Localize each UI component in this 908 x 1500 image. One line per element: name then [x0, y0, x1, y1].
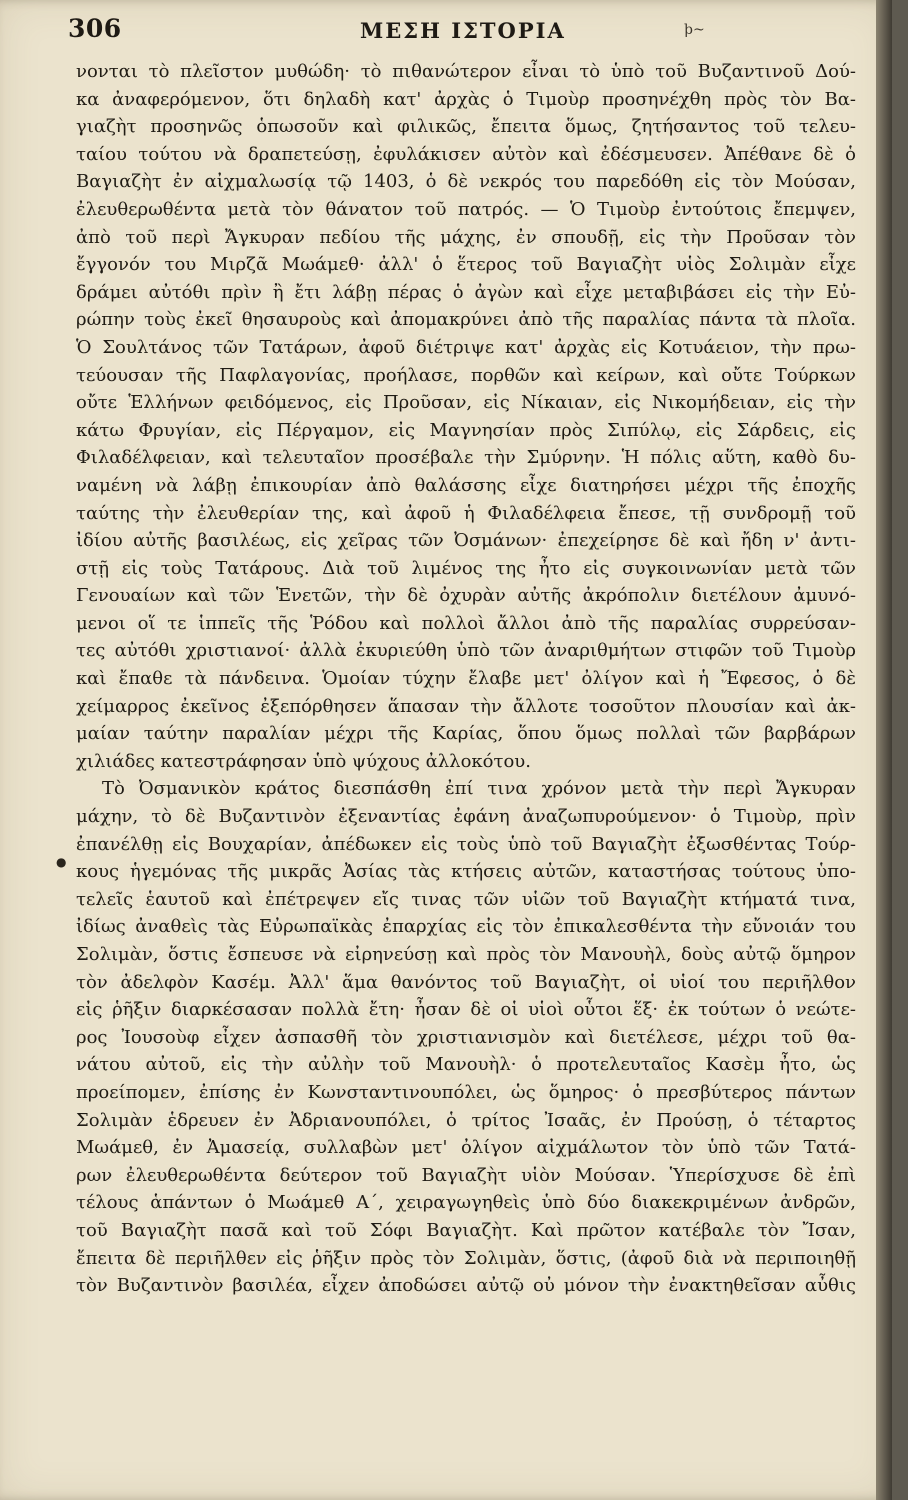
- text-line: Σολιμὰν, ὅστις ἔσπευσε νὰ εἰρηνεύσῃ καὶ πρὸς τὸν Μανουὴλ, δοὺς αὐτῷ ὅμηρον: [76, 944, 856, 965]
- text-line: ρων ἐλευθερωθέντα δεύτερον τοῦ Βαγιαζὴτ υἱὸν Μούσαν. Ὑπερίσχυσε δὲ ἐπὶ: [76, 1164, 856, 1186]
- text-line: τὸν ἀδελφὸν Κασέμ. Ἀλλ' ἅμα θανόντος τοῦ Βαγιαζὴτ, οἱ υἱοί του περιῆλθον: [76, 971, 856, 993]
- text-line: καὶ ἔπαθε τὰ πάνδεινα. Ὁμοίαν τύχην ἔλαβε μετ' ὀλίγον καὶ ἡ Ἔφεσος, ὁ δὲ: [76, 668, 856, 690]
- text-line: τέλους ἁπάντων ὁ Μωάμεθ Α΄, χειραγωγηθεὶς ὑπὸ δύο διακεκριμένων ἀνδρῶν,: [76, 1192, 856, 1214]
- text-line: ρος Ἰουσοὺφ εἶχεν ἀσπασθῆ τὸν χριστιανισμὸν καὶ διετέλεσε, μέχρι τοῦ θα-: [76, 1026, 856, 1048]
- text-line: χείμαρρος ἐκεῖνος ἐξεπόρθησεν ἅπασαν τὴν ἄλλοτε τοσοῦτον πλουσίαν καὶ ἀκ-: [76, 695, 856, 717]
- text-line: Σολιμὰν ἑδρευεν ἐν Ἀδριανουπόλει, ὁ τρίτος Ἰσαᾶς, ἐν Προύσῃ, ὁ τέταρτος: [76, 1109, 856, 1131]
- text-line: νονται τὸ πλεῖστον μυθώδη· τὸ πιθανώτερον εἶναι τὸ ὑπὸ τοῦ Βυζαντινοῦ Δού-: [76, 61, 856, 82]
- text-line: προείπομεν, ἐπίσης ἐν Κωνσταντινουπόλει, ὡς ὅμηρος· ὁ πρεσβύτερος πάντων: [76, 1081, 856, 1103]
- page-edge-shadow: [876, 0, 892, 1500]
- body-text: [76, 58, 856, 1300]
- text-line: κους ἡγεμόνας τῆς μικρᾶς Ἀσίας τὰς κτήσεις αὐτῶν, καταστήσας τούτους ὑπο-: [76, 861, 856, 883]
- text-line: δράμει αὐτόθι πρὶν ἢ ἔτι λάβῃ πέρας ὁ ἀγὼν καὶ εἶχε μεταβιβάσει εἰς τὴν Εὐ-: [76, 281, 856, 303]
- text-line: εἰς ῥῆξιν διαρκέσασαν πολλὰ ἔτη· ἦσαν δὲ οἱ υἱοὶ οὗτοι ἕξ· ἐκ τούτων ὁ νεώτε-: [76, 999, 856, 1021]
- text-line: στῇ εἰς τοὺς Τατάρους. Διὰ τοῦ λιμένος της ἦτο εἰς συγκοινωνίαν μετὰ τῶν: [76, 557, 856, 579]
- text-line: ἀπὸ τοῦ περὶ Ἄγκυραν πεδίου τῆς μάχης, ἐν σπουδῇ, εἰς τὴν Προῦσαν τὸν: [76, 226, 856, 248]
- text-line: ρώπην τοὺς ἐκεῖ θησαυροὺς καὶ ἀπομακρύνει ἀπὸ τῆς παραλίας πάντα τὰ πλοῖα.: [76, 309, 856, 331]
- text-line: μάχην, τὸ δὲ Βυζαντινὸν ἐξεναντίας ἐφάνη ἀναζωπυρούμενον· ὁ Τιμοὺρ, πρὶν: [76, 806, 856, 828]
- text-line: ἔπειτα δὲ περιῆλθεν εἰς ῥῆξιν πρὸς τὸν Σολιμὰν, ὅστις, (ἀφοῦ διὰ νὰ περιποιηθῇ: [76, 1247, 856, 1269]
- page-header: [68, 14, 868, 48]
- text-line: Ὁ Σουλτάνος τῶν Τατάρων, ἀφοῦ διέτριψε κατ' ἀρχὰς εἰς Κοτυάειον, τὴν πρω-: [76, 336, 856, 358]
- text-line: Βαγιαζὴτ ἐν αἰχμαλωσίᾳ τῷ 1403, ὁ δὲ νεκρός του παρεδόθη εἰς τὸν Μούσαν,: [76, 171, 856, 193]
- text-line: τεύουσαν τῆς Παφλαγονίας, προήλασε, πορθῶν καὶ κείρων, καὶ οὔτε Τούρκων: [76, 364, 856, 386]
- paragraph-start-line: Τὸ Ὀσμανικὸν κράτος διεσπάσθη ἐπί τινα χρόνον μετὰ τὴν περὶ Ἄγκυραν: [102, 778, 856, 800]
- text-line: νάτου αὐτοῦ, εἰς τὴν αὐλὴν τοῦ Μανουὴλ· ὁ προτελευταῖος Κασὲμ ἦτο, ὡς: [76, 1054, 856, 1076]
- running-title: ΜΕΣΗ ΙΣΤΟΡΙΑ: [360, 18, 566, 43]
- text-line: τὸν Βυζαντινὸν βασιλέα, εἶχεν ἀποδώσει αὐτῷ οὐ μόνον τὴν ἐνακτηθεῖσαν αὖθις: [76, 1275, 856, 1297]
- page-number: 306: [68, 14, 122, 43]
- text-line: μενοι οἵ τε ἱππεῖς τῆς Ῥόδου καὶ πολλοὶ ἄλλοι ἀπὸ τῆς παραλίας συρρεύσαν-: [76, 612, 856, 634]
- text-line: κα ἀναφερόμενον, ὅτι δηλαδὴ κατ' ἀρχὰς ὁ Τιμοὺρ προσηνέχθη πρὸς τὸν Βα-: [76, 88, 856, 110]
- ink-mark: ϸ~: [684, 22, 705, 38]
- text-line: γιαζὴτ προσηνῶς ὁπωσοῦν καὶ φιλικῶς, ἔπειτα ὅμως, ζητήσαντος τοῦ τελευ-: [76, 116, 856, 138]
- paragraph-end-line: χιλιάδες κατεστράφησαν ὑπὸ ψύχους ἀλλοκότου.: [76, 750, 531, 772]
- text-line: Μωάμεθ, ἐν Ἀμασείᾳ, συλλαβὼν μετ' ὀλίγον αἰχμάλωτον τὸν ὑπὸ τῶν Τατά-: [76, 1137, 856, 1159]
- text-line: ἐπανέλθῃ εἰς Βουχαρίαν, ἀπέδωκεν εἰς τοὺς ὑπὸ τοῦ Βαγιαζὴτ ἐξωσθέντας Τούρ-: [76, 833, 856, 855]
- text-line: τοῦ Βαγιαζὴτ πασᾶ καὶ τοῦ Σόφι Βαγιαζὴτ. Καὶ πρῶτον κατέβαλε τὸν Ἴσαν,: [76, 1219, 856, 1241]
- text-line: ἔγγονόν του Μιρζᾶ Μωάμεθ· ἀλλ' ὁ ἕτερος τοῦ Βαγιαζὴτ υἱὸς Σολιμὰν εἶχε: [76, 254, 856, 276]
- text-line: ἰδίως ἀναθεὶς τὰς Εὐρωπαϊκὰς ἐπαρχίας εἰς τὸν ἐπικαλεσθέντα τὴν εὔνοιάν του: [76, 916, 856, 938]
- text-line: ἐλευθερωθέντα μετὰ τὸν θάνατον τοῦ πατρός. — Ὁ Τιμοὺρ ἐντούτοις ἔπεμψεν,: [76, 198, 856, 220]
- text-line: Γενουαίων καὶ τῶν Ἑνετῶν, τὴν δὲ ὀχυρὰν αὐτῆς ἀκρόπολιν διετέλουν ἀμυνό-: [76, 585, 856, 607]
- text-line: οὔτε Ἑλλήνων φειδόμενος, εἰς Προῦσαν, εἰς Νίκαιαν, εἰς Νικομήδειαν, εἰς τὴν: [76, 392, 856, 414]
- text-line: ναμένη νὰ λάβῃ ἐπικουρίαν ἀπὸ θαλάσσης εἶχε διατηρήσει μέχρι τῆς ἐποχῆς: [76, 474, 856, 496]
- text-line: Φιλαδέλφειαν, καὶ τελευταῖον προσέβαλε τὴν Σμύρνην. Ἡ πόλις αὕτη, καθὸ δυ-: [76, 447, 856, 469]
- text-line: κάτω Φρυγίαν, εἰς Πέργαμον, εἰς Μαγνησίαν πρὸς Σιπύλῳ, εἰς Σάρδεις, εἰς: [76, 419, 856, 441]
- text-line: ἰδίου αὐτῆς βασιλέως, εἰς χεῖρας τῶν Ὀσμάνων· ἐπεχείρησε δὲ καὶ ἤδη ν' ἀντι-: [76, 530, 856, 552]
- text-line: ταίου τούτου νὰ δραπετεύσῃ, ἐφυλάκισεν αὐτὸν καὶ ἐδέσμευσεν. Ἀπέθανε δὲ ὁ: [76, 143, 856, 165]
- text-line: τες αὐτόθι χριστιανοί· ἀλλὰ ἐκυριεύθη ὑπὸ τῶν ἀναριθμήτων στιφῶν τοῦ Τιμοὺρ: [76, 640, 856, 662]
- margin-dot: ●: [56, 855, 67, 869]
- text-line: τελεῖς ἑαυτοῦ καὶ ἐπέτρεψεν εἴς τινας τῶν υἱῶν τοῦ Βαγιαζὴτ κτήματά τινα,: [76, 888, 856, 910]
- text-line: μαίαν ταύτην παραλίαν μέχρι τῆς Καρίας, ὅπου ὅμως πολλαὶ τῶν βαρβάρων: [76, 723, 856, 745]
- text-line: ταύτης τὴν ἐλευθερίαν της, καὶ ἀφοῦ ἡ Φιλαδέλφεια ἔπεσε, τῇ συνδρομῇ τοῦ: [76, 502, 856, 524]
